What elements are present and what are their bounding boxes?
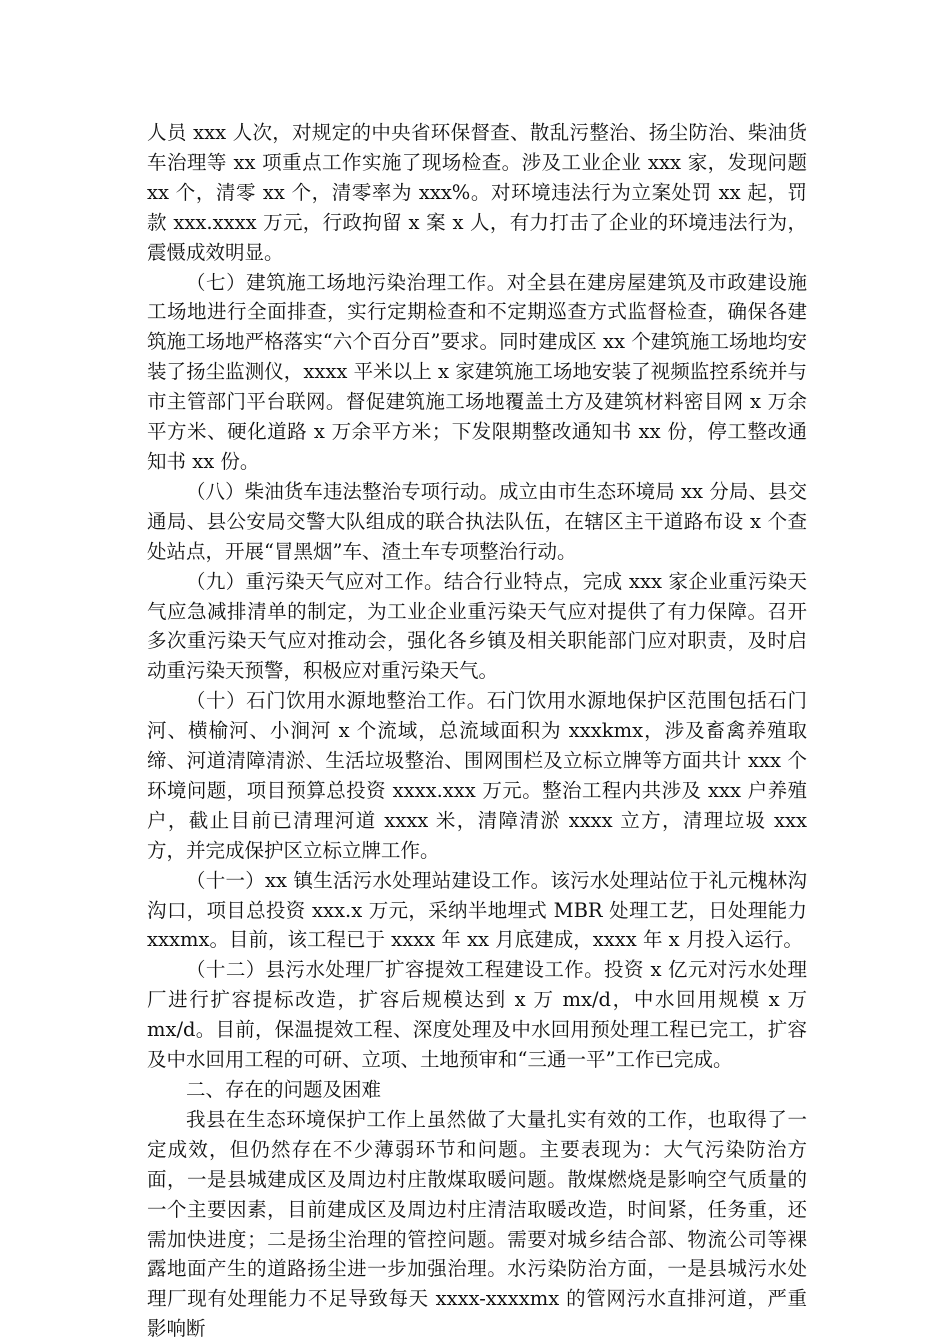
paragraph-problems: 我县在生态环境保护工作上虽然做了大量扎实有效的工作，也取得了一定成效，但仍然存在不少薄弱环节和问题。主要表现为：大气污染防治方面，一是县城建成区及周边村庄散煤取暖问题。散煤燃烧是影响空气质量的一个主要因素，目前建成区及周边村庄清洁取暖改造，时间紧，任务重，还需加快进度；二是扬尘治理的管控问题。需要对城乡结合部、物流公司等裸露地面产生的道路扬尘进一步加强治理。水污染防治方面，一是县城污水处理厂现有处理能力不足导致每天 xxxx-xxxxmx 的管网污水直排河道，严重影响断: [147, 1107, 807, 1341]
paragraph-section-8: （八）柴油货车违法整治专项行动。成立由市生态环境局 xx 分局、县交通局、县公安局交警大队组成的联合执法队伍，在辖区主干道路布设 x 个查处站点，开展“冒黑烟”车、渣土车专项整治行动。: [147, 479, 807, 563]
paragraph-section-11: （十一）xx 镇生活污水处理站建设工作。该污水处理站位于礼元槐林沟沟口，项目总投资 xxx.x 万元，采纳半地埋式 MBR 处理工艺，日处理能力 xxxmx。目前，该工程已于 xxxx 年 xx 月底建成，xxxx 年 x 月投入运行。: [147, 868, 807, 952]
section-heading-problems: 二、存在的问题及困难: [186, 1078, 382, 1101]
paragraph-section-9: （九）重污染天气应对工作。结合行业特点，完成 xxx 家企业重污染天气应急减排清单的制定，为工业企业重污染天气应对提供了有力保障。召开多次重污染天气应对推动会，强化各乡镇及相关职能部门应对职责，及时启动重污染天预警，积极应对重污染天气。: [147, 569, 807, 683]
paragraph-section-7: （七）建筑施工场地污染治理工作。对全县在建房屋建筑及市政建设施工场地进行全面排查，实行定期检查和不定期巡查方式监督检查，确保各建筑施工场地严格落实“六个百分百”要求。同时建成区 xx 个建筑施工场地均安装了扬尘监测仪，xxxx 平米以上 x 家建筑施工场地安装了视频监控系统并与市主管部门平台联网。督促建筑施工场地覆盖土方及建筑材料密目网 x 万余平方米、硬化道路 x 万余平方米；下发限期整改通知书 xx 份，停工整改通知书 xx 份。: [147, 270, 807, 473]
paragraph-continuation: 人员 xxx 人次，对规定的中央省环保督查、散乱污整治、扬尘防治、柴油货车治理等 xx 项重点工作实施了现场检查。涉及工业企业 xxx 家，发现问题 xx 个，清零 xx 个，清零率为 xxx%。对环境违法行为立案处罚 xx 起，罚款 xxx.xxxx 万元，行政拘留 x 案 x 人，有力打击了企业的环境违法行为，震慑成效明显。: [147, 121, 807, 264]
document-body: [147, 118, 807, 1344]
paragraph-section-12: （十二）县污水处理厂扩容提效工程建设工作。投资 x 亿元对污水处理厂进行扩容提标改造，扩容后规模达到 x 万 mx/d，中水回用规模 x 万 mx/d。目前，保温提效工程、深度处理及中水回用预处理工程已完工，扩容及中水回用工程的可研、立项、土地预审和“三通一平”工作已完成。: [147, 958, 807, 1072]
paragraph-section-10: （十）石门饮用水源地整治工作。石门饮用水源地保护区范围包括石门河、横榆河、小涧河 x 个流域，总流域面积为 xxxkmx，涉及畜禽养殖取缔、河道清障清淤、生活垃圾整治、围网围栏及立标立牌等方面共计 xxx 个环境问题，项目预算总投资 xxxx.xxx 万元。整治工程内共涉及 xxx 户养殖户，截止目前已清理河道 xxxx 米，清障清淤 xxxx 立方，清理垃圾 xxx 方，并完成保护区立标立牌工作。: [147, 689, 807, 862]
